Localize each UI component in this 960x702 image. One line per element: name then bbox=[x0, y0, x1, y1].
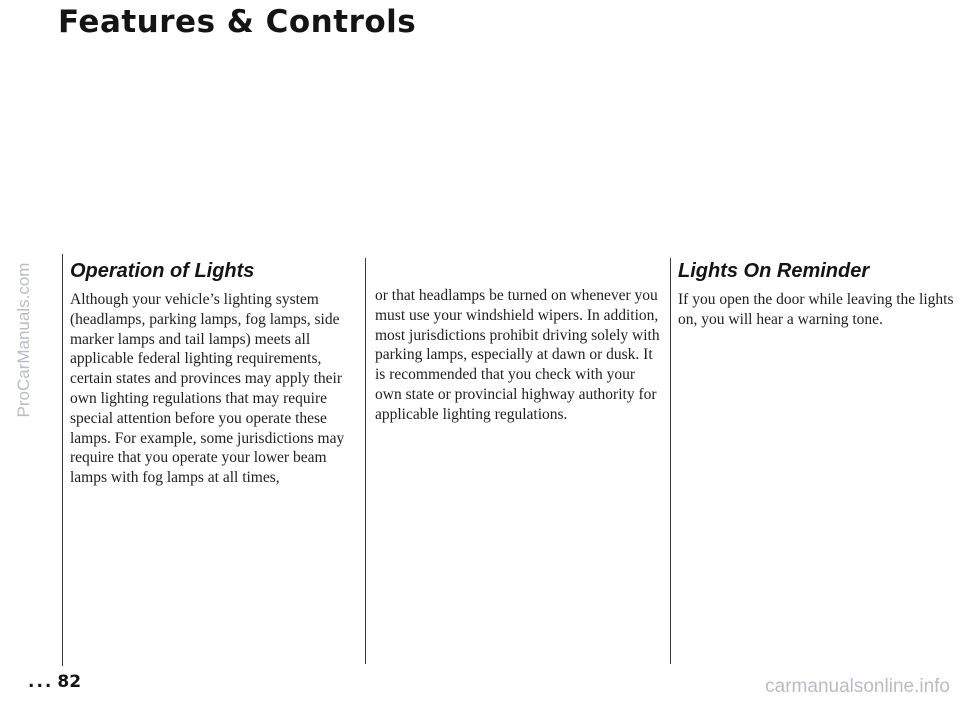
operation-of-lights-text-part2: or that headlamps be turned on whenever you must use your windshield wipers. In addition, most jurisdictions prohibit driving solely with parking lamps, especially at dawn or dusk. It is recommended that you check with your own state or provincial highway authority for applicable lighting regulations. bbox=[375, 287, 660, 423]
page-number-dots: ... bbox=[28, 672, 54, 692]
lights-on-reminder-heading: Lights On Reminder bbox=[678, 260, 870, 282]
column-rule-left bbox=[62, 254, 63, 666]
footer-watermark: carmanualsonline.info bbox=[765, 676, 950, 697]
lights-on-reminder-text: If you open the door while leaving the lights on, you will hear a warning tone. bbox=[678, 291, 954, 328]
column-lights-on-reminder bbox=[678, 258, 954, 330]
page-title: Features & Controls bbox=[58, 4, 417, 40]
column-operation-continued bbox=[375, 286, 665, 425]
column-rule-right bbox=[670, 258, 671, 664]
column-operation-of-lights bbox=[70, 258, 360, 488]
page-number bbox=[28, 672, 81, 692]
operation-of-lights-text-part1: Although your vehicle’s lighting system (headlamps, parking lamps, fog lamps, side marker lamps and tail lamps) meets all applicable federal lighting requirements, certain states and provinces may apply their own lighting regulations that may require special attention before you operate these lamps. For example, some jurisdictions may require that you operate your lower beam lamps with fog lamps at all times, bbox=[70, 291, 345, 487]
column-rule-middle bbox=[365, 258, 366, 664]
side-watermark: ProCarManuals.com bbox=[14, 262, 33, 418]
page-number-value: 82 bbox=[57, 672, 82, 692]
operation-of-lights-heading: Operation of Lights bbox=[70, 260, 255, 282]
